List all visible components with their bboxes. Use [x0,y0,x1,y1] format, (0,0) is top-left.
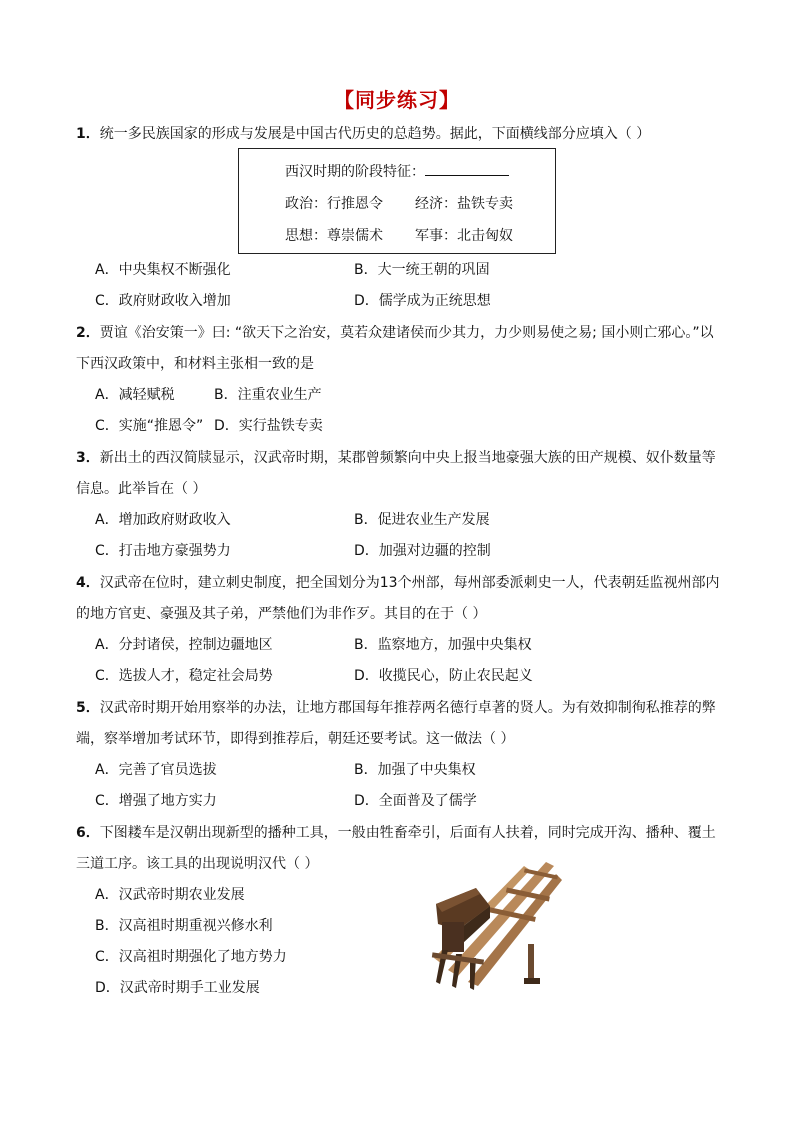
q1-option-d[interactable]: D．儒学成为正统思想 [354,293,491,309]
q4-option-c[interactable]: C．选拔人才，稳定社会局势 [95,668,273,684]
question-4-number: 4． [76,575,100,591]
question-6-number: 6． [76,825,100,841]
q5-option-b[interactable]: B．加强了中央集权 [354,762,476,778]
question-1-number: 1． [76,126,100,142]
box-line-1-text: 西汉时期的阶段特征： [285,164,425,180]
material-box [238,148,556,254]
question-6-text-2: 三道工序。该工具的出现说明汉代（ ） [76,856,319,872]
q4-option-d[interactable]: D．收揽民心，防止农民起义 [354,668,533,684]
q2-option-a[interactable]: A．减轻赋税 [95,387,175,403]
question-6-text-1: 下图耧车是汉朝出现新型的播种工具，一般由牲畜牵引，后面有人扶着，同时完成开沟、播种、覆土 [99,825,716,841]
question-3-stem [76,448,716,468]
question-2-text-1: 贾谊《治安策一》曰: “欲天下之治安，莫若众建诸侯而少其力，力少则易使之易; 国小则亡邪心。”以 [99,325,714,341]
question-6-stem [76,823,716,843]
question-5-stem [76,698,716,718]
question-5-text-2: 端，察举增加考试环节，即得到推荐后，朝廷还要考试。这一做法（ ） [76,731,515,747]
box-military: 军事：北击匈奴 [415,228,513,244]
question-1-stem [76,124,650,144]
q3-option-b[interactable]: B．促进农业生产发展 [354,512,490,528]
q5-option-c[interactable]: C．增强了地方实力 [95,793,217,809]
question-5-number: 5． [76,700,100,716]
box-line-1 [285,161,509,181]
q5-option-a[interactable]: A．完善了官员选拔 [95,762,217,778]
question-4-stem [76,573,720,593]
question-2-number: 2． [76,325,100,341]
question-5-text-1: 汉武帝时期开始用察举的办法，让地方郡国每年推荐两名德行卓著的贤人。为有效抑制徇私推荐的弊 [99,700,716,716]
q2-option-d[interactable]: D．实行盐铁专卖 [214,418,323,434]
q1-option-c[interactable]: C．政府财政收入增加 [95,293,231,309]
question-3-number: 3． [76,450,100,466]
question-2-stem [76,323,714,343]
box-economy: 经济：盐铁专卖 [415,196,513,212]
q3-option-a[interactable]: A．增加政府财政收入 [95,512,231,528]
q3-option-c[interactable]: C．打击地方豪强势力 [95,543,231,559]
page-title: 【同步练习】 [334,88,460,112]
question-3-text-2: 信息。此举旨在（ ） [76,481,207,497]
question-3-text-1: 新出土的西汉简牍显示，汉武帝时期，某郡曾频繁向中央上报当地豪强大族的田产规模、奴仆数量等 [99,450,716,466]
question-4-text-2: 的地方官吏、豪强及其子弟，严禁他们为非作歹。其目的在于（ ） [76,606,487,622]
q6-option-b[interactable]: B．汉高祖时期重视兴修水利 [95,918,273,934]
q6-option-c[interactable]: C．汉高祖时期强化了地方势力 [95,949,287,965]
question-2-text-2: 下西汉政策中，和材料主张相一致的是 [76,356,314,372]
q1-option-b[interactable]: B．大一统王朝的巩固 [354,262,490,278]
q4-option-b[interactable]: B．监察地方，加强中央集权 [354,637,532,653]
seed-drill-icon [428,858,564,992]
q3-option-d[interactable]: D．加强对边疆的控制 [354,543,491,559]
question-4-text-1: 汉武帝在位时，建立刺史制度，把全国划分为13个州部，每州部委派刺史一人，代表朝廷监视州部内 [99,575,720,591]
q5-option-d[interactable]: D．全面普及了儒学 [354,793,477,809]
q2-option-c[interactable]: C．实施“推恩令” [95,418,204,434]
q6-option-d[interactable]: D．汉武帝时期手工业发展 [95,980,260,996]
fill-blank [425,161,509,176]
box-thought: 思想：尊崇儒术 [285,228,383,244]
seed-drill-image [428,858,564,992]
question-1-text: 统一多民族国家的形成与发展是中国古代历史的总趋势。据此，下面横线部分应填入（ ） [99,126,651,142]
q1-option-a[interactable]: A．中央集权不断强化 [95,262,231,278]
q6-option-a[interactable]: A．汉武帝时期农业发展 [95,887,245,903]
q2-option-b[interactable]: B．注重农业生产 [214,387,322,403]
q4-option-a[interactable]: A．分封诸侯，控制边疆地区 [95,637,273,653]
box-politics: 政治：行推恩令 [285,196,383,212]
